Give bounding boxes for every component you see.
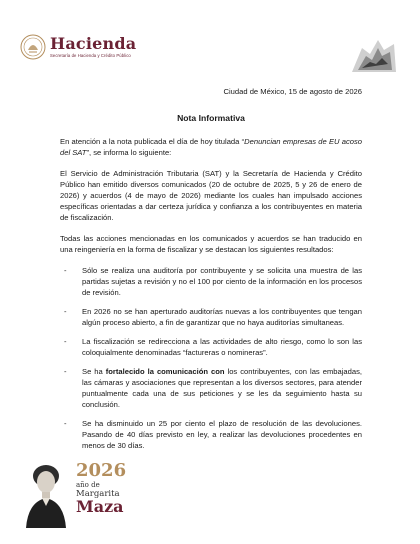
- intro-article-title: Denuncian empresas de EU acoso del SAT: [60, 137, 362, 157]
- list-item-text: En 2026 no se han aperturado auditorías nuevas a los contribuyentes que tengan algún proceso abierto, a fin de garantizar que no haya auditorías simultaneas.: [82, 307, 362, 327]
- list-item-text-after: los contribuyentes, con las embajadas, las cámaras y asociaciones que representan a los diversos sectores, para atender puntualmente cada una de sus peticiones y se les da seguimiento hasta su conclusión.: [82, 367, 362, 409]
- list-item-text: Sólo se realiza una auditoría por contribuyente y se solicita una muestra de las partidas sujetas a revisión y no el 100 por ciento de la información en los procesos de revisión.: [82, 266, 362, 297]
- bullet-marker: -: [64, 307, 67, 316]
- results-list: [60, 265, 362, 451]
- logo-subtitle: Secretaría de Hacienda y Crédito Público: [50, 52, 131, 58]
- intro-text: En atención a la nota publicada el día de hoy titulada “: [60, 137, 245, 146]
- footer-year: 2026: [76, 460, 127, 481]
- logo-title: Hacienda: [50, 33, 137, 53]
- list-item: [60, 265, 362, 298]
- portrait-illustration-icon: [20, 456, 72, 528]
- national-seal-icon: [20, 34, 46, 60]
- document-title: Nota Informativa: [177, 113, 245, 123]
- list-item: [60, 418, 362, 451]
- date-line: Ciudad de México, 15 de agosto de 2026: [223, 87, 362, 96]
- footer-emblem: [20, 456, 150, 536]
- footer-last-name: Maza: [76, 496, 124, 516]
- letterhead: [20, 34, 400, 78]
- bullet-marker: -: [64, 266, 67, 275]
- paragraph-3: Todas las acciones mencionadas en los comunicados y acuerdos se han traducido en una reingeniería en la forma de fiscalizar y se destacan los siguientes resultados:: [60, 234, 362, 254]
- hacienda-logo: [20, 34, 136, 60]
- footer-first-name: Margarita: [76, 489, 120, 499]
- footer-year-of: año de: [76, 481, 100, 489]
- bullet-marker: -: [64, 419, 67, 428]
- bullet-marker: -: [64, 367, 67, 376]
- list-item: [60, 336, 362, 358]
- list-item-bold-text: fortalecido la comunicación con: [105, 367, 225, 376]
- bullet-marker: -: [64, 337, 67, 346]
- decorative-illustration-icon: [348, 34, 400, 76]
- intro-text-end: ”, se informa lo siguiente:: [86, 148, 172, 157]
- paragraph-2: El Servicio de Administración Tributaria (SAT) y la Secretaría de Hacienda y Crédito Público han emitido diversos comunicados (20 de octubre de 2025, 5 y 26 de enero de 2026) y acuerdos (4 de mayo de 2026) mediante los cuales han impulsado acciones específicas orientadas a dar certeza jurídica y confianza a los contribuyentes en materia de fiscalización.: [60, 169, 362, 222]
- list-item-text-before: Se ha: [82, 367, 106, 376]
- list-item-text: La fiscalización se redirecciona a las actividades de alto riesgo, como lo son las coloquialmente denominadas “factureras o nomineras”.: [82, 337, 362, 357]
- list-item: [60, 306, 362, 328]
- document-body: [60, 86, 362, 459]
- list-item: [60, 366, 362, 410]
- list-item-text: Se ha disminuido un 25 por ciento el plazo de resolución de las devoluciones. Pasando de 40 días previsto en ley, a realizar las devoluciones procedentes en menos de 30 días.: [82, 419, 362, 450]
- intro-paragraph: [60, 136, 362, 158]
